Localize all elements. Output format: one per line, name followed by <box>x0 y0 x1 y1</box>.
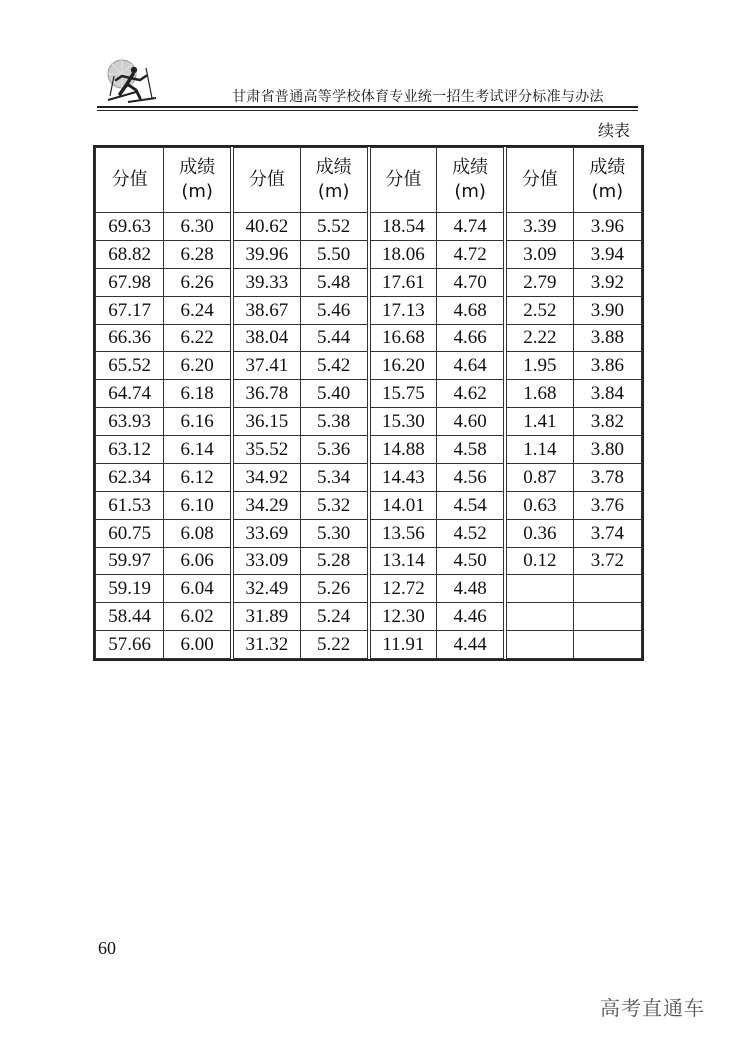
score-table <box>95 147 642 659</box>
score-cell: 37.41 <box>232 352 300 380</box>
result-cell: 3.74 <box>573 519 641 547</box>
score-cell: 2.52 <box>505 296 573 324</box>
column-header <box>505 148 573 213</box>
result-cell: 6.24 <box>164 296 232 324</box>
result-cell: 4.58 <box>437 436 505 464</box>
score-cell: 14.43 <box>369 463 437 491</box>
score-cell: 3.09 <box>505 240 573 268</box>
result-cell: 4.66 <box>437 324 505 352</box>
result-cell: 6.14 <box>164 436 232 464</box>
score-cell: 33.69 <box>232 519 300 547</box>
column-header-unit: (m) <box>454 181 486 202</box>
result-cell: 4.62 <box>437 380 505 408</box>
score-cell: 1.95 <box>505 352 573 380</box>
score-cell: 14.88 <box>369 436 437 464</box>
score-cell: 13.56 <box>369 519 437 547</box>
result-cell: 6.00 <box>164 631 232 659</box>
result-cell <box>573 631 641 659</box>
result-cell: 3.94 <box>573 240 641 268</box>
score-cell: 61.53 <box>96 491 164 519</box>
score-cell: 62.34 <box>96 463 164 491</box>
score-cell: 69.63 <box>96 213 164 241</box>
score-cell: 67.98 <box>96 268 164 296</box>
result-cell: 6.28 <box>164 240 232 268</box>
result-cell: 6.26 <box>164 268 232 296</box>
column-header <box>437 148 505 213</box>
score-cell <box>505 631 573 659</box>
result-cell: 5.48 <box>300 268 368 296</box>
result-cell: 4.46 <box>437 603 505 631</box>
result-cell: 5.46 <box>300 296 368 324</box>
table-row <box>96 547 642 575</box>
result-cell <box>573 603 641 631</box>
result-cell: 6.20 <box>164 352 232 380</box>
score-cell <box>505 603 573 631</box>
result-cell: 6.10 <box>164 491 232 519</box>
score-cell: 39.33 <box>232 268 300 296</box>
result-cell: 4.48 <box>437 575 505 603</box>
table-row <box>96 380 642 408</box>
score-cell: 0.36 <box>505 519 573 547</box>
score-cell: 15.30 <box>369 408 437 436</box>
score-cell: 36.78 <box>232 380 300 408</box>
score-cell: 17.13 <box>369 296 437 324</box>
result-cell: 6.06 <box>164 547 232 575</box>
result-cell: 3.82 <box>573 408 641 436</box>
result-cell: 4.56 <box>437 463 505 491</box>
column-header <box>164 148 232 213</box>
result-cell: 3.84 <box>573 380 641 408</box>
score-cell: 16.68 <box>369 324 437 352</box>
result-cell: 3.96 <box>573 213 641 241</box>
score-cell: 0.12 <box>505 547 573 575</box>
result-cell: 5.38 <box>300 408 368 436</box>
score-cell: 59.19 <box>96 575 164 603</box>
result-cell: 5.30 <box>300 519 368 547</box>
column-header <box>573 148 641 213</box>
page-number: 60 <box>98 938 116 958</box>
result-cell: 3.76 <box>573 491 641 519</box>
result-cell: 5.50 <box>300 240 368 268</box>
column-header-label: 成绩 <box>589 157 626 178</box>
column-header-label: 分值 <box>385 169 422 190</box>
score-cell: 32.49 <box>232 575 300 603</box>
score-cell: 17.61 <box>369 268 437 296</box>
column-header-label: 成绩 <box>179 157 216 178</box>
score-cell: 31.89 <box>232 603 300 631</box>
result-cell: 5.42 <box>300 352 368 380</box>
score-cell: 0.63 <box>505 491 573 519</box>
table-row <box>96 352 642 380</box>
result-cell: 6.02 <box>164 603 232 631</box>
score-cell: 57.66 <box>96 631 164 659</box>
table-row <box>96 436 642 464</box>
score-cell: 1.14 <box>505 436 573 464</box>
score-cell: 65.52 <box>96 352 164 380</box>
column-header-label: 成绩 <box>452 157 489 178</box>
column-header-unit: (m) <box>181 181 213 202</box>
result-cell: 5.28 <box>300 547 368 575</box>
column-header-label: 分值 <box>111 169 148 190</box>
result-cell: 4.44 <box>437 631 505 659</box>
score-cell: 40.62 <box>232 213 300 241</box>
column-header-label: 成绩 <box>315 157 352 178</box>
score-cell: 67.17 <box>96 296 164 324</box>
score-cell: 2.79 <box>505 268 573 296</box>
score-cell: 15.75 <box>369 380 437 408</box>
result-cell: 6.22 <box>164 324 232 352</box>
result-cell: 5.24 <box>300 603 368 631</box>
table-row <box>96 519 642 547</box>
column-header <box>96 148 164 213</box>
result-cell: 4.70 <box>437 268 505 296</box>
score-cell: 14.01 <box>369 491 437 519</box>
score-cell: 0.87 <box>505 463 573 491</box>
column-header <box>369 148 437 213</box>
result-cell <box>573 575 641 603</box>
score-cell: 63.12 <box>96 436 164 464</box>
column-header <box>300 148 368 213</box>
result-cell: 4.54 <box>437 491 505 519</box>
column-header-unit: (m) <box>317 181 350 202</box>
result-cell: 4.68 <box>437 296 505 324</box>
result-cell: 5.36 <box>300 436 368 464</box>
table-row <box>96 213 642 241</box>
table-row <box>96 575 642 603</box>
score-cell: 59.97 <box>96 547 164 575</box>
result-cell: 4.74 <box>437 213 505 241</box>
result-cell: 6.08 <box>164 519 232 547</box>
table-row <box>96 240 642 268</box>
result-cell: 4.72 <box>437 240 505 268</box>
result-cell: 6.30 <box>164 213 232 241</box>
header-title: 甘肃省普通高等学校体育专业统一招生考试评分标准与办法 <box>232 89 604 105</box>
table-body <box>96 213 642 659</box>
result-cell: 6.04 <box>164 575 232 603</box>
score-cell <box>505 575 573 603</box>
result-cell: 6.18 <box>164 380 232 408</box>
result-cell: 6.16 <box>164 408 232 436</box>
table-row <box>96 268 642 296</box>
result-cell: 3.72 <box>573 547 641 575</box>
score-cell: 11.91 <box>369 631 437 659</box>
result-cell: 5.26 <box>300 575 368 603</box>
score-cell: 39.96 <box>232 240 300 268</box>
score-table-frame <box>93 145 644 661</box>
score-cell: 68.82 <box>96 240 164 268</box>
result-cell: 4.52 <box>437 519 505 547</box>
score-cell: 12.72 <box>369 575 437 603</box>
score-cell: 33.09 <box>232 547 300 575</box>
result-cell: 3.80 <box>573 436 641 464</box>
score-cell: 63.93 <box>96 408 164 436</box>
header-rule <box>97 106 638 108</box>
watermark: 高考直通车 <box>600 996 705 1020</box>
continued-label: 续表 <box>598 121 631 140</box>
score-cell: 35.52 <box>232 436 300 464</box>
score-cell: 58.44 <box>96 603 164 631</box>
table-row <box>96 463 642 491</box>
score-cell: 31.32 <box>232 631 300 659</box>
result-cell: 5.22 <box>300 631 368 659</box>
header-rule-thin <box>97 110 638 111</box>
table-row <box>96 296 642 324</box>
result-cell: 4.60 <box>437 408 505 436</box>
result-cell: 5.34 <box>300 463 368 491</box>
result-cell: 5.44 <box>300 324 368 352</box>
score-cell: 1.68 <box>505 380 573 408</box>
result-cell: 4.64 <box>437 352 505 380</box>
column-header-label: 分值 <box>248 169 285 190</box>
score-cell: 38.67 <box>232 296 300 324</box>
result-cell: 6.12 <box>164 463 232 491</box>
table-row <box>96 603 642 631</box>
column-header-label: 分值 <box>521 169 558 190</box>
score-cell: 1.41 <box>505 408 573 436</box>
table-row <box>96 408 642 436</box>
result-cell: 5.52 <box>300 213 368 241</box>
column-header <box>232 148 300 213</box>
result-cell: 3.90 <box>573 296 641 324</box>
result-cell: 3.92 <box>573 268 641 296</box>
score-cell: 36.15 <box>232 408 300 436</box>
score-cell: 34.29 <box>232 491 300 519</box>
result-cell: 5.40 <box>300 380 368 408</box>
table-row <box>96 324 642 352</box>
table-row <box>96 631 642 659</box>
score-cell: 34.92 <box>232 463 300 491</box>
score-cell: 3.39 <box>505 213 573 241</box>
score-cell: 38.04 <box>232 324 300 352</box>
score-cell: 12.30 <box>369 603 437 631</box>
score-cell: 13.14 <box>369 547 437 575</box>
result-cell: 5.32 <box>300 491 368 519</box>
skier-logo-icon <box>100 56 160 106</box>
table-header-row <box>96 148 642 213</box>
score-cell: 2.22 <box>505 324 573 352</box>
result-cell: 3.86 <box>573 352 641 380</box>
score-cell: 18.54 <box>369 213 437 241</box>
result-cell: 4.50 <box>437 547 505 575</box>
score-cell: 60.75 <box>96 519 164 547</box>
score-cell: 64.74 <box>96 380 164 408</box>
score-cell: 16.20 <box>369 352 437 380</box>
result-cell: 3.78 <box>573 463 641 491</box>
score-cell: 18.06 <box>369 240 437 268</box>
table-row <box>96 491 642 519</box>
score-cell: 66.36 <box>96 324 164 352</box>
result-cell: 3.88 <box>573 324 641 352</box>
column-header-unit: (m) <box>591 181 624 202</box>
